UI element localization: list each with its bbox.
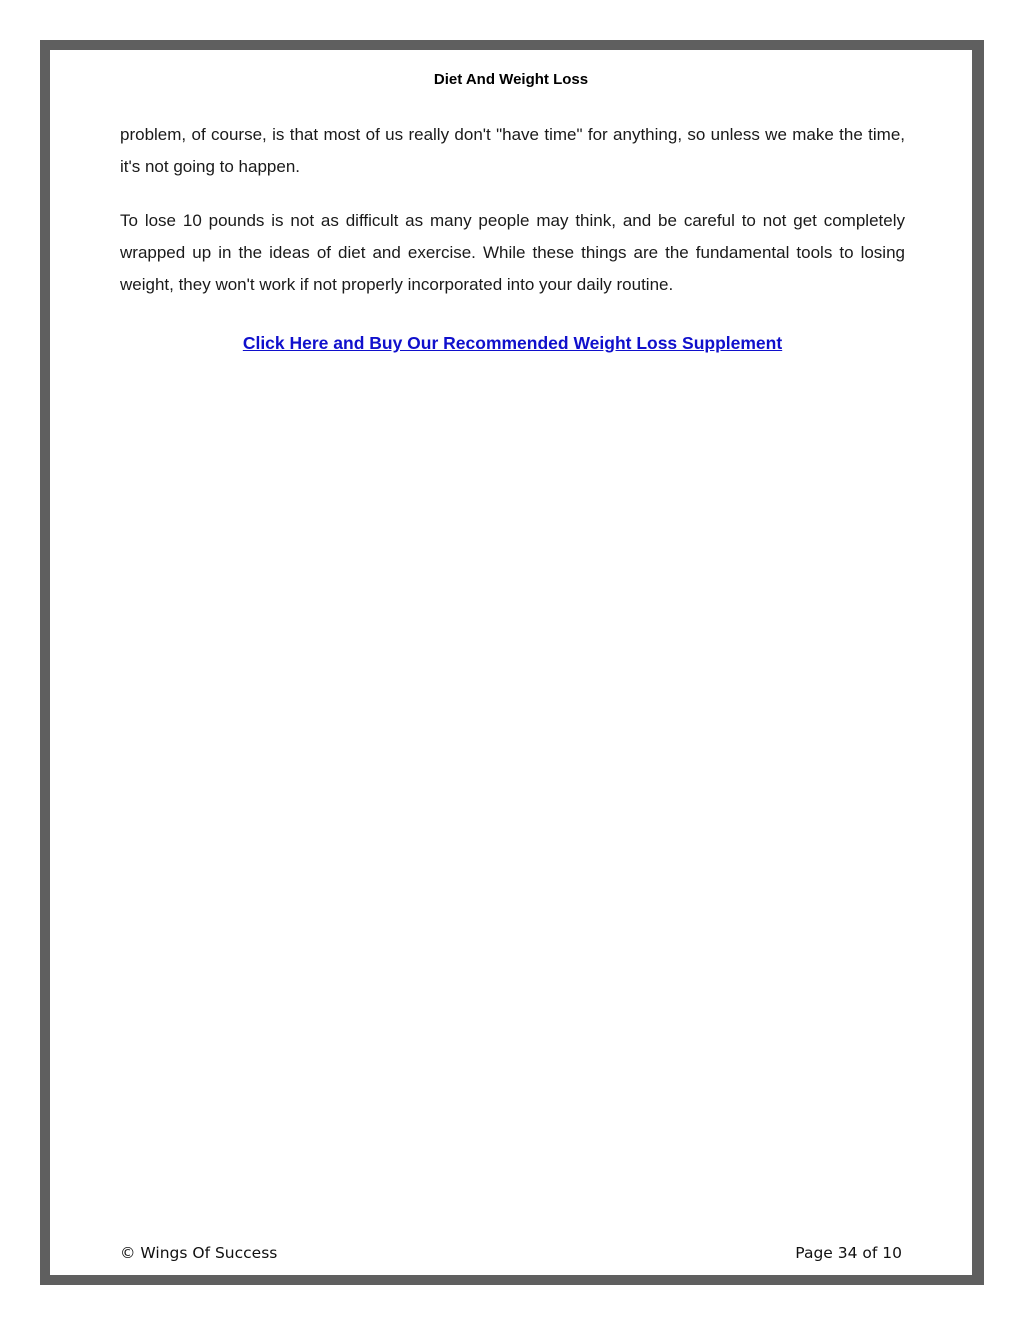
body-paragraph-1: problem, of course, is that most of us really don't "have time" for anything, so unless we make the time, it's not going to happen. [120,125,905,176]
body-paragraph-2: To lose 10 pounds is not as difficult as many people may think, and be careful to not get completely wrapped up in the ideas of diet and exercise. While these things are the fundamental tools to losing weight, they won't work if not properly incorporated into your daily routine. [120,211,905,294]
footer-copyright: © Wings Of Success [120,1244,278,1262]
footer-page-number: Page 34 of 10 [795,1244,902,1262]
header-title: Diet And Weight Loss [433,71,589,88]
page-frame [40,40,984,1285]
cta-container [120,333,905,354]
buy-supplement-link[interactable]: Click Here and Buy Our Recommended Weight Loss Supplement [242,333,783,353]
page-footer [120,1244,902,1262]
page-content [120,119,905,354]
